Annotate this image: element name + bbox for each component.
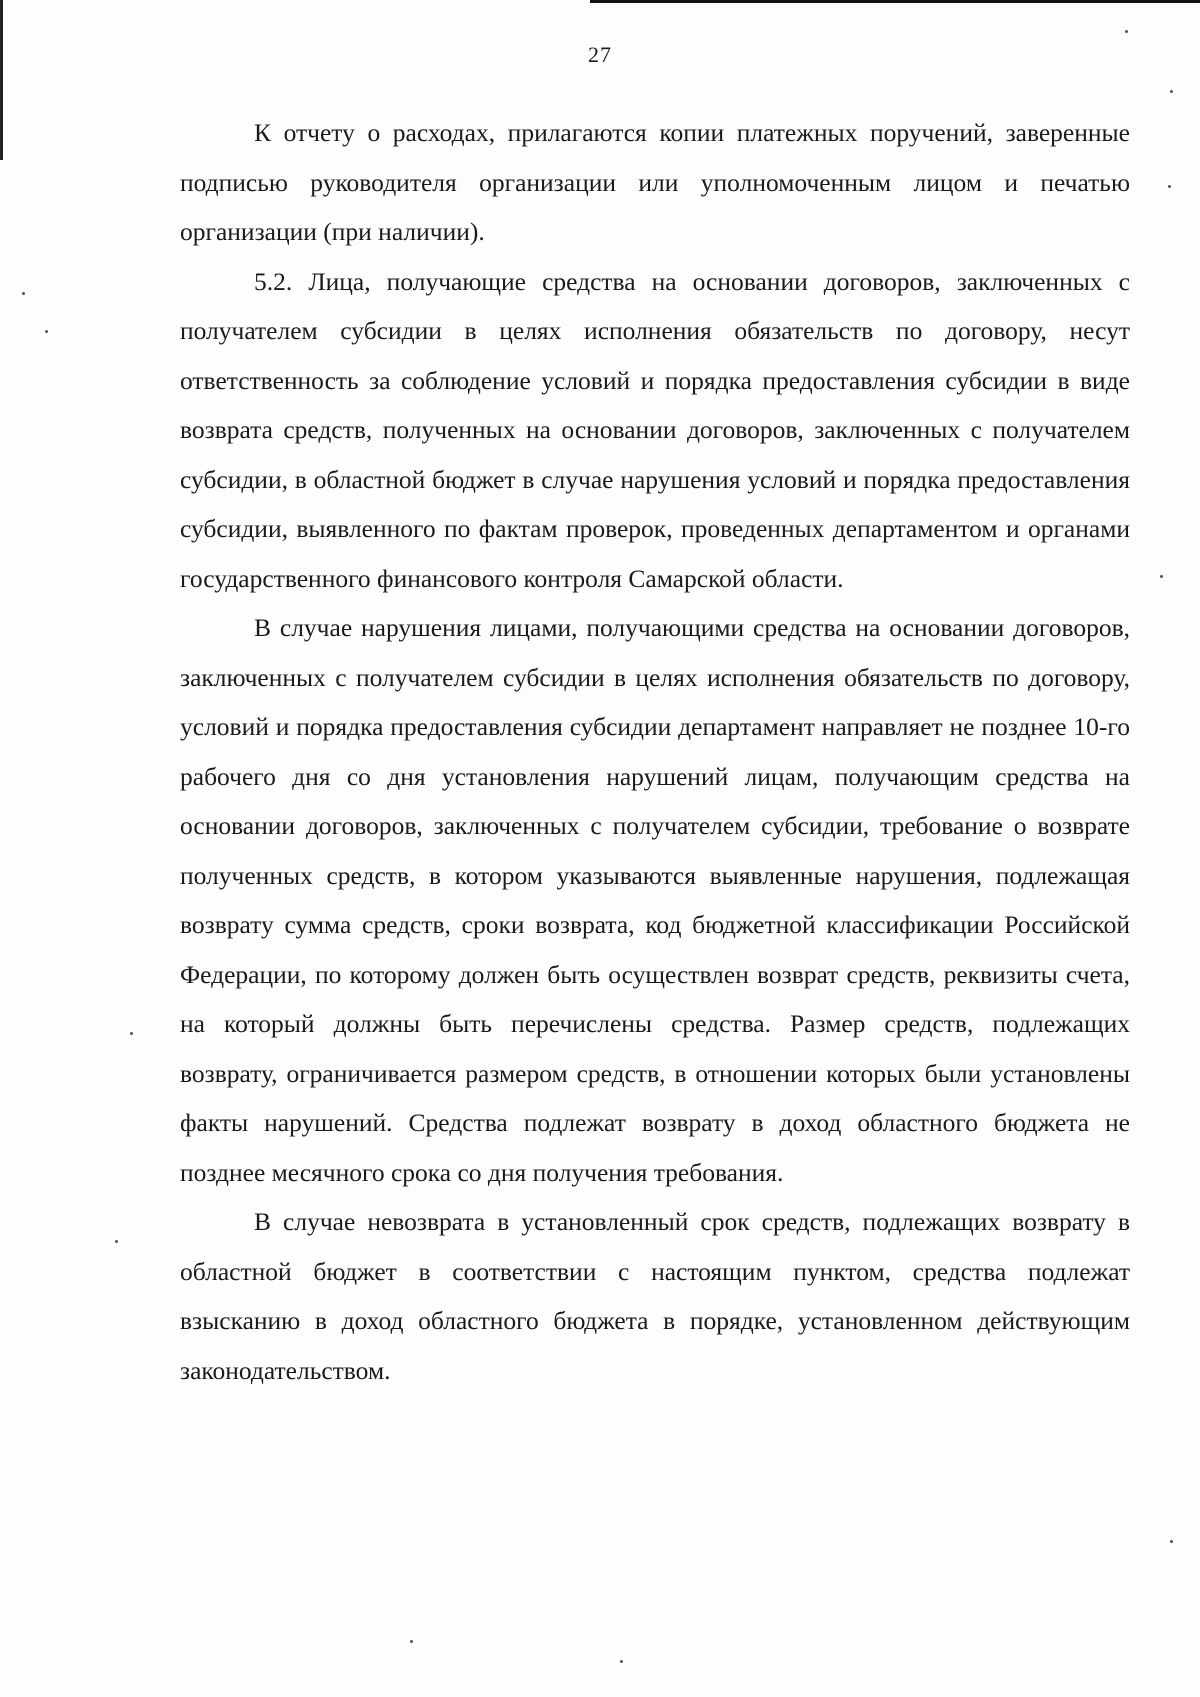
document-body xyxy=(180,108,1130,1395)
scan-speck xyxy=(1125,30,1128,33)
paragraph-expense-report: К отчету о расходах, прилагаются копии платежных поручений, заверенные подписью руководителя организации или уполномоченным лицом и печатью организации (при наличии). xyxy=(180,118,1130,246)
top-border-line xyxy=(590,0,1200,3)
scan-speck xyxy=(130,1032,133,1035)
page-number: 27 xyxy=(588,42,612,67)
scan-speck xyxy=(45,330,48,333)
paragraph-violation-return: В случае нарушения лицами, получающими средства на основании договоров, заключенных с получателем субсидии в целях исполнения обязательств по договору, условий и порядка предоставления субсидии департамент направляет не позднее 10-го рабочего дня со дня установления нарушений лицам, получающим средства на основании договоров, заключенных с получателем субсидии, требование о возврате полученных средств, в котором указываются выявленные нарушения, подлежащая возврату сумма средств, сроки возврата, код бюджетной классификации Российской Федерации, по которому должен быть осуществлен возврат средств, реквизиты счета, на который должны быть перечислены средства. Размер средств, подлежащих возврату, ограничивается размером средств, в отношении которых были установлены факты нарушений. Средства подлежат возврату в доход областного бюджета не позднее месячного срока со дня получения требования. xyxy=(180,613,1130,1187)
scan-speck xyxy=(410,1640,413,1643)
scan-speck xyxy=(1170,90,1173,93)
scan-speck xyxy=(1168,185,1171,188)
scan-speck xyxy=(22,292,25,295)
paragraph-non-return-recovery: В случае невозврата в установленный срок средств, подлежащих возврату в областной бюджет в соответствии с настоящим пунктом, средства подлежат взысканию в доход областного бюджета в порядке, установленном действующим законодательством. xyxy=(180,1207,1130,1385)
scan-speck xyxy=(1170,1540,1173,1543)
paragraph-5-2-responsibility: 5.2. Лица, получающие средства на основании договоров, заключенных с получателем субсидии в целях исполнения обязательств по договору, несут ответственность за соблюдение условий и порядка предоставления субсидии в виде возврата средств, полученных на основании договоров, заключенных с получателем субсидии, в областной бюджет в случае нарушения условий и порядка предоставления субсидии, выявленного по фактам проверок, проведенных департаментом и органами государственного финансового контроля Самарской области. xyxy=(180,266,1130,593)
scan-speck xyxy=(1160,575,1163,578)
scan-speck xyxy=(115,1240,118,1243)
scan-speck xyxy=(620,1660,623,1663)
left-scan-edge xyxy=(0,0,3,160)
